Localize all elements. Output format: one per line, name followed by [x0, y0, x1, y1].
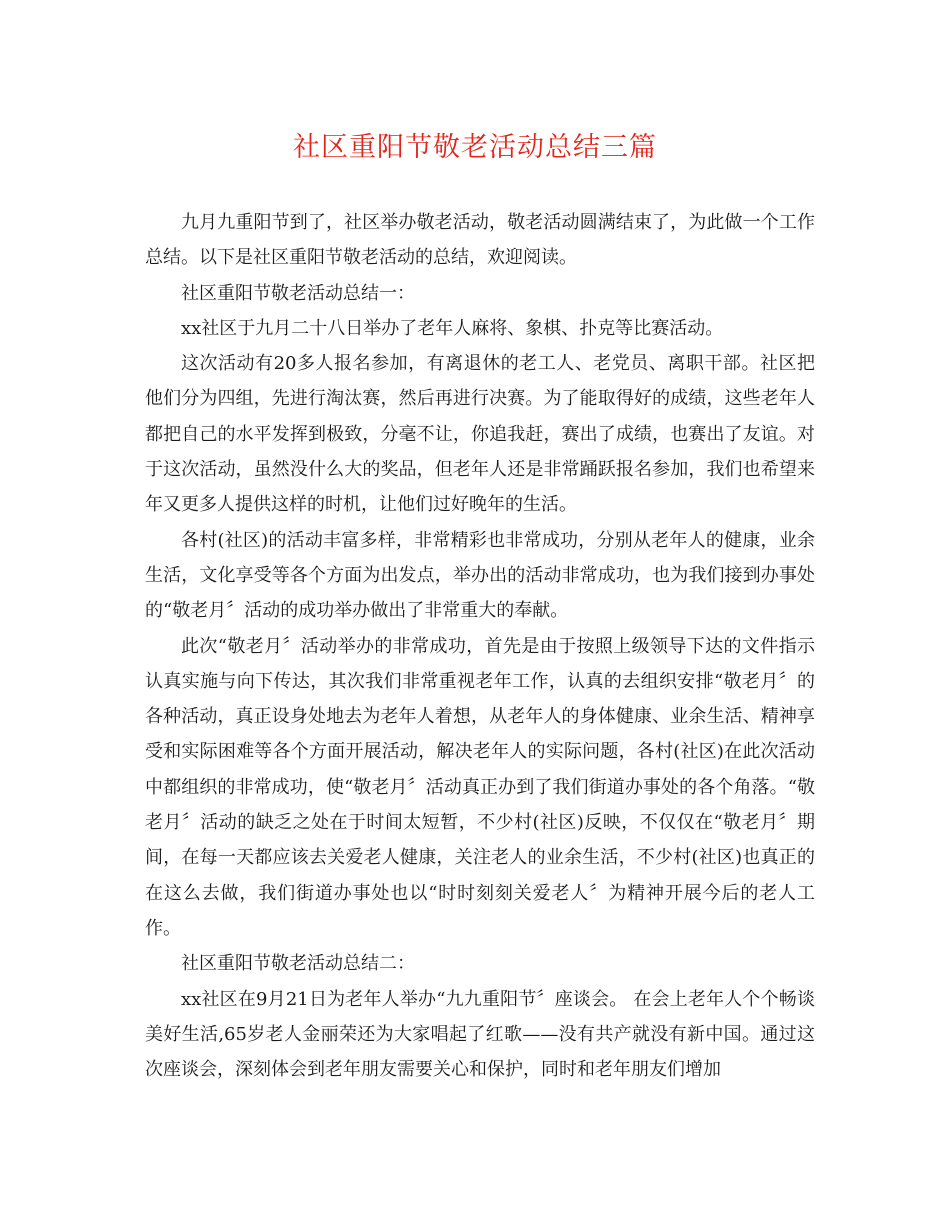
paragraph-intro: 九月九重阳节到了，社区举办敬老活动，敬老活动圆满结束了，为此做一个工作总结。以下是社区重阳节敬老活动的总结，欢迎阅读。 — [145, 212, 815, 269]
document-body — [145, 205, 815, 1087]
paragraph: 此次“敬老月〞活动举办的非常成功，首先是由于按照上级领导下达的文件指示认真实施与向下传达，其次我们非常重视老年工作，认真的去组织安排“敬老月〞的各种活动，真正设身处地去为老年人着想，从老年人的身体健康、业余生活、精神享受和实际困难等各个方面开展活动，解决老年人的实际问题，各村(社区)在此次活动中都组织的非常成功，使“敬老月〞活动真正办到了我们街道办事处的各个角落。“敬老月〞活动的缺乏之处在于时间太短暂，不少村(社区)反映，不仅仅在“敬老月〞期间，在每一天都应该去关爱老人健康，关注老人的业余生活，不少村(社区)也真正的在这么去做，我们街道办事处也以“时时刻刻关爱老人〞为精神开展今后的老人工作。 — [145, 635, 815, 939]
paragraph: 各村(社区)的活动丰富多样，非常精彩也非常成功，分别从老年人的健康，业余生活，文化享受等各个方面为出发点，举办出的活动非常成功，也为我们接到办事处的“敬老月〞活动的成功举办做出了非常重大的奉献。 — [145, 529, 815, 622]
section-heading-2: 社区重阳节敬老活动总结二： — [181, 953, 415, 975]
document-title: 社区重阳节敬老活动总结三篇 — [293, 132, 657, 163]
paragraph: 这次活动有20多人报名参加，有离退休的老工人、老党员、离职干部。社区把他们分为四组，先进行淘汰赛，然后再进行决赛。为了能取得好的成绩，这些老年人都把自己的水平发挥到极致，分毫不让，你追我赶，赛出了成绩，也赛出了友谊。对于这次活动，虽然没什么大的奖品，但老年人还是非常踊跃报名参加，我们也希望来年又更多人提供这样的时机，让他们过好晚年的生活。 — [145, 353, 815, 516]
section-heading-1: 社区重阳节敬老活动总结一： — [181, 282, 415, 304]
paragraph: xx社区于九月二十八日举办了老年人麻将、象棋、扑克等比赛活动。 — [181, 317, 724, 339]
paragraph: xx社区在9月21日为老年人举办“九九重阳节〞座谈会。 在会上老年人个个畅谈美好生活,65岁老人金丽荣还为大家唱起了红歌——没有共产就没有新中国。通过这次座谈会，深刻体会到老年朋友需要关心和保护，同时和老年朋友们增加 — [145, 988, 815, 1081]
